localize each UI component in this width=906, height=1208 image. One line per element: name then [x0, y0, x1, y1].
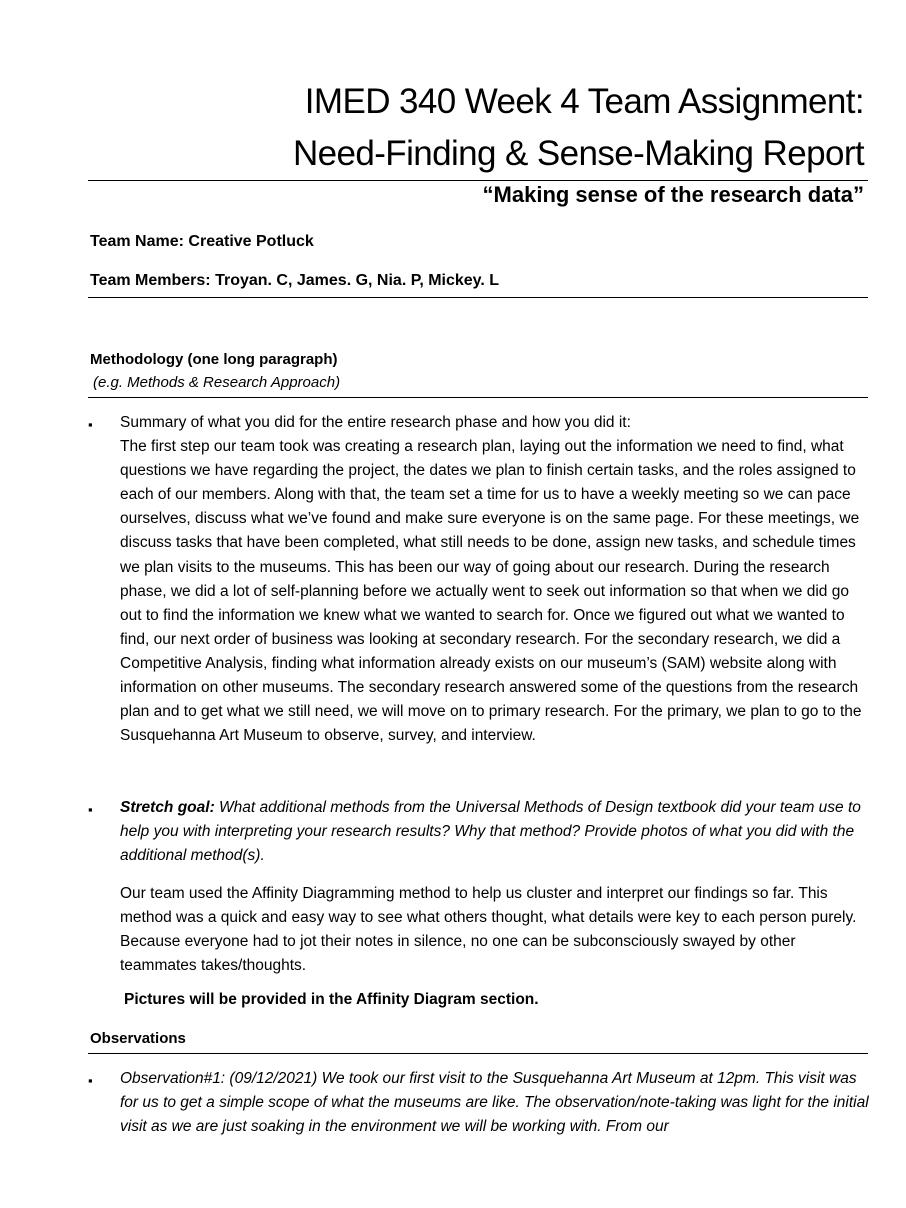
stretch-goal-answer: [120, 882, 872, 978]
methodology-divider: [88, 397, 868, 398]
stretch-goal-label: Stretch goal:: [120, 799, 215, 816]
observation-item-1: [120, 1067, 872, 1139]
observation-1-text: Observation#1: (09/12/2021) We took our first visit to the Susquehanna Art Museum at 12pm. This visit was for us to get a simple scope of what the museums are like. The observation/note-taking was light for the initial visit as we are just soaking in the environment we will be working with. From our: [120, 1070, 869, 1136]
team-members: Team Members: Troyan. C, James. G, Nia. P, Mickey. L: [90, 272, 500, 289]
title-divider: [88, 180, 868, 181]
methodology-summary: [120, 411, 872, 748]
stretch-goal: [120, 796, 872, 868]
summary-body: The first step our team took was creating a research plan, laying out the information we need to find, what questions we have regarding the project, the dates we plan to finish certain tasks, and the roles assigned to each of our members. Along with that, the team set a time for us to have a weekly meeting so we can pace ourselves, discuss what we’ve found and make sure everyone is on the same page. For these meetings, we discuss tasks that have been completed, what still needs to be done, assign new tasks, and schedule times we plan visits to the museums. This has been our way of going about our research. During the research phase, we did a lot of self-planning before we actually went to seek out information so that when we did go out to find the information we knew what we wanted to search for. Once we figured out what we wanted to find, our next order of business was looking at secondary research. For the secondary research, we did a Competitive Analysis, finding what information already exists on our museum’s (SAM) website along with information on other museums. The secondary research answered some of the questions from the research plan and to get what we still need, we will move on to primary research. For the primary, we plan to go to the Susquehanna Art Museum to observe, survey, and interview.: [120, 438, 862, 745]
pictures-note: Pictures will be provided in the Affinity Diagram section.: [124, 991, 539, 1008]
methodology-heading: Methodology (one long paragraph): [90, 351, 338, 368]
methodology-subheading: (e.g. Methods & Research Approach): [93, 374, 341, 391]
bullet-icon: ▪: [88, 802, 93, 817]
bullet-icon: ▪: [88, 1073, 93, 1088]
document-title-line2: Need-Finding & Sense-Making Report: [292, 134, 864, 173]
stretch-answer-text: Our team used the Affinity Diagramming method to help us cluster and interpret our findings so far. This method was a quick and easy way to see what others thought, what details were key to each person purely. Because everyone had to jot their notes in silence, no one can be subconsciously swayed by other teammates takes/thoughts.: [120, 885, 857, 975]
observations-heading: Observations: [90, 1030, 186, 1047]
team-name: Team Name: Creative Potluck: [90, 233, 314, 250]
document-title-line1: IMED 340 Week 4 Team Assignment:: [304, 82, 864, 121]
team-divider: [88, 297, 868, 298]
stretch-goal-question: What additional methods from the Universal Methods of Design textbook did your team use to help you with interpreting your research results? Why that method? Provide photos of what you did with the additional method(s).: [120, 799, 861, 865]
summary-intro: Summary of what you did for the entire research phase and how you did it:: [120, 414, 631, 431]
observations-divider: [88, 1053, 868, 1054]
bullet-icon: ▪: [88, 417, 93, 432]
document-subtitle: “Making sense of the research data”: [482, 182, 864, 207]
